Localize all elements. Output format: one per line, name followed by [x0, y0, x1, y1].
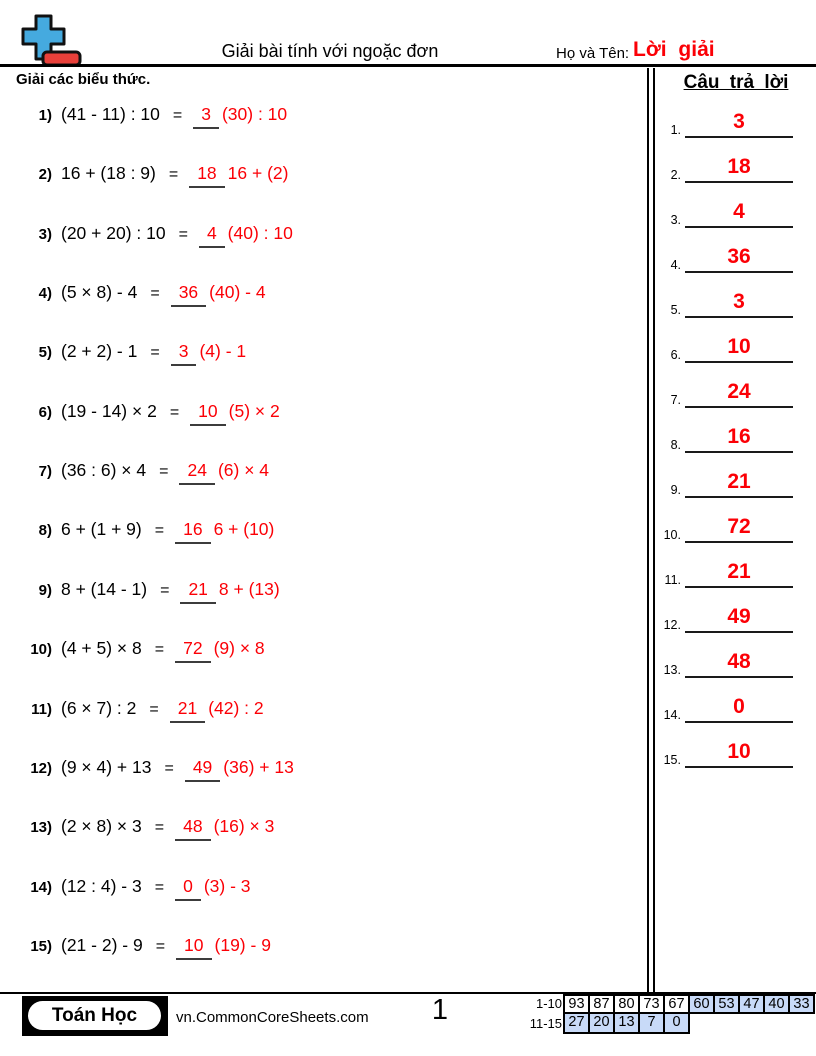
equals-sign: = [160, 581, 170, 599]
equals-sign: = [155, 937, 166, 955]
answer-row [656, 738, 793, 768]
answer-work: (19) - 9 [214, 934, 271, 955]
equals-sign: = [154, 878, 165, 896]
brand-name: Toán Học [28, 1001, 161, 1030]
problem-expression: 8 + (14 - 1) [61, 578, 148, 599]
answer-number: 12. [663, 618, 681, 632]
answer-row [656, 603, 793, 633]
problem-expression: 16 + (18 : 9) [61, 163, 156, 184]
answer-number: 5. [670, 303, 681, 317]
problem-expression: (4 + 5) × 8 [61, 638, 142, 659]
equals-sign: = [150, 285, 160, 303]
score-cell: 67 [663, 994, 690, 1014]
problem-row [24, 935, 271, 960]
answer-blank: 16 [175, 519, 210, 544]
score-cell: 93 [563, 994, 590, 1014]
answer-blank: 3 [171, 341, 197, 366]
answer-number: 11. [664, 573, 681, 587]
answer-row [656, 288, 793, 318]
answer-number: 15. [663, 753, 681, 767]
problem-row [24, 460, 269, 485]
answer-work: (36) + 13 [223, 756, 294, 777]
equals-sign: = [169, 403, 180, 421]
problem-expression: (36 : 6) × 4 [61, 460, 147, 481]
answer-row [656, 243, 793, 273]
answer-work: (40) : 10 [227, 222, 293, 243]
answer-blank: 21 [180, 579, 215, 604]
problem-row [24, 104, 287, 129]
answer-value: 72 [685, 513, 793, 543]
answer-blank: 24 [179, 460, 214, 485]
problem-row [24, 876, 251, 901]
answer-row [656, 198, 793, 228]
answer-blank: 36 [171, 282, 206, 307]
answer-number: 9. [670, 483, 681, 497]
problem-row [24, 579, 280, 604]
answer-row [656, 648, 793, 678]
answer-work: (16) × 3 [213, 816, 275, 837]
problem-expression: (21 - 2) - 9 [61, 934, 143, 955]
problem-number: 10) [30, 641, 52, 659]
equals-sign: = [178, 225, 188, 243]
score-cell: 33 [788, 994, 815, 1014]
answer-number: 8. [670, 438, 681, 452]
problem-row [24, 519, 274, 544]
equals-sign: = [154, 522, 165, 540]
name-value: Lời giải [633, 38, 715, 61]
answer-row [656, 558, 793, 588]
answer-value: 36 [685, 243, 793, 273]
answer-value: 10 [685, 738, 793, 768]
problem-number: 9) [38, 581, 52, 599]
answers-column-title: Câu trả lời [683, 72, 789, 93]
answer-work: 16 + (2) [227, 163, 289, 184]
answer-row [656, 423, 793, 453]
answer-value: 18 [685, 153, 793, 183]
answer-work: (40) - 4 [209, 282, 266, 303]
problem-row [24, 341, 246, 366]
equals-sign: = [168, 166, 179, 184]
answer-blank: 21 [170, 698, 205, 723]
page-title: Giải bài tính với ngoặc đơn [221, 41, 439, 61]
problem-row [24, 698, 264, 723]
problem-row [24, 757, 294, 782]
column-divider [647, 68, 655, 994]
answer-number: 14. [663, 708, 681, 722]
problem-number: 12) [30, 759, 52, 777]
answer-blank: 10 [190, 401, 225, 426]
answer-work: (42) : 2 [208, 697, 264, 718]
score-cell: 60 [688, 994, 715, 1014]
answer-number: 7. [670, 393, 681, 407]
grading-table [520, 994, 815, 1034]
answer-value: 21 [685, 558, 793, 588]
brand-logo [22, 996, 168, 1036]
score-cell: 27 [563, 1012, 590, 1034]
score-row [520, 994, 815, 1014]
answer-row [656, 108, 793, 138]
equals-sign: = [172, 107, 183, 124]
problem-number: 2) [38, 166, 52, 184]
equals-sign: = [164, 759, 174, 777]
equals-sign: = [159, 463, 169, 481]
answer-work: (3) - 3 [203, 875, 251, 896]
problem-expression: (12 : 4) - 3 [61, 875, 142, 896]
score-cell: 7 [638, 1012, 665, 1034]
answer-row [656, 378, 793, 408]
instruction-text: Giải các biểu thức. [16, 71, 151, 88]
problem-number: 8) [38, 522, 52, 540]
score-cell: 40 [763, 994, 790, 1014]
problem-number: 13) [30, 819, 52, 837]
answer-value: 0 [685, 693, 793, 723]
answer-blank: 18 [189, 163, 224, 188]
score-cell: 80 [613, 994, 640, 1014]
answer-number: 3. [670, 213, 681, 227]
score-cell: 20 [588, 1012, 615, 1034]
answer-number: 6. [670, 348, 681, 362]
problem-number: 6) [38, 403, 52, 421]
score-cell: 47 [738, 994, 765, 1014]
score-row-label: 1-10 [535, 996, 562, 1011]
score-cell: 0 [663, 1012, 690, 1034]
answer-value: 48 [685, 648, 793, 678]
answer-work: (30) : 10 [221, 104, 288, 124]
answer-row [656, 153, 793, 183]
equals-sign: = [154, 641, 165, 659]
answer-number: 4. [670, 258, 681, 272]
answer-work: 8 + (13) [218, 578, 280, 599]
problem-number: 3) [38, 225, 52, 243]
answer-blank: 49 [185, 757, 220, 782]
score-cell: 13 [613, 1012, 640, 1034]
answer-row [656, 468, 793, 498]
answer-work: 6 + (10) [213, 519, 275, 540]
answer-blank: 72 [175, 638, 210, 663]
problem-expression: (6 × 7) : 2 [61, 697, 137, 718]
answer-value: 3 [685, 288, 793, 318]
answer-blank: 48 [175, 816, 210, 841]
answer-blank: 4 [199, 223, 225, 248]
problem-number: 11) [31, 700, 52, 718]
problem-expression: (2 + 2) - 1 [61, 341, 138, 362]
answer-work: (9) × 8 [213, 638, 265, 659]
answer-value: 49 [685, 603, 793, 633]
score-cell: 87 [588, 994, 615, 1014]
answer-value: 21 [685, 468, 793, 498]
problem-number: 4) [38, 285, 52, 303]
answer-number: 1. [670, 123, 681, 137]
answer-row [656, 693, 793, 723]
problem-number: 5) [38, 344, 52, 362]
problem-number: 1) [38, 107, 52, 124]
answer-blank: 0 [175, 876, 201, 901]
answer-number: 10. [663, 528, 681, 542]
problem-row [24, 816, 274, 841]
problem-row [24, 282, 266, 307]
name-label: Họ và Tên: [556, 45, 630, 62]
problem-number: 7) [38, 463, 52, 481]
equals-sign: = [149, 700, 159, 718]
answer-value: 3 [685, 108, 793, 138]
problem-row [24, 638, 265, 663]
problem-expression: 6 + (1 + 9) [61, 519, 142, 540]
answer-work: (4) - 1 [199, 341, 247, 362]
answer-blank: 10 [176, 935, 211, 960]
answer-value: 24 [685, 378, 793, 408]
problem-expression: (20 + 20) : 10 [61, 222, 166, 243]
equals-sign: = [154, 819, 165, 837]
problem-row [24, 223, 293, 248]
header-rule [0, 64, 816, 67]
problem-row [24, 163, 288, 188]
problem-expression: (41 - 11) : 10 [61, 104, 160, 124]
answer-blank: 3 [193, 104, 219, 129]
problem-number: 14) [30, 878, 52, 896]
problem-expression: (19 - 14) × 2 [61, 400, 157, 421]
answer-number: 2. [670, 168, 681, 182]
score-cell: 53 [713, 994, 740, 1014]
answer-work: (5) × 2 [228, 400, 280, 421]
score-row-label: 11-15 [529, 1016, 562, 1031]
answer-value: 4 [685, 198, 793, 228]
problem-row [24, 401, 280, 426]
problem-expression: (5 × 8) - 4 [61, 282, 138, 303]
page-number: 1 [431, 994, 449, 1026]
answer-row [656, 333, 793, 363]
answer-value: 10 [685, 333, 793, 363]
equals-sign: = [150, 344, 160, 362]
problem-number: 15) [30, 937, 52, 955]
website-url: vn.CommonCoreSheets.com [176, 1009, 369, 1026]
answer-value: 16 [685, 423, 793, 453]
answer-number: 13. [663, 663, 681, 677]
score-row [520, 1014, 815, 1034]
problem-expression: (9 × 4) + 13 [61, 756, 152, 777]
answer-row [656, 513, 793, 543]
score-cell: 73 [638, 994, 665, 1014]
problem-expression: (2 × 8) × 3 [61, 816, 142, 837]
answer-work: (6) × 4 [217, 460, 270, 481]
